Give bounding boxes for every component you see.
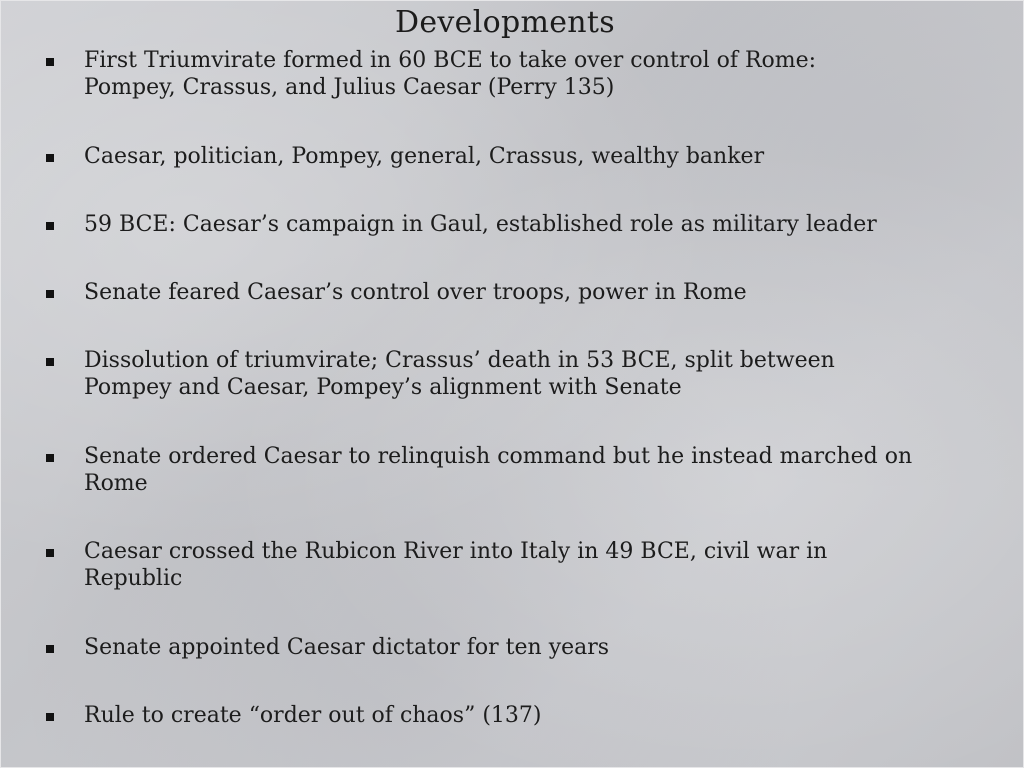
bullet-text bbox=[84, 347, 984, 401]
bullet-text bbox=[84, 702, 984, 729]
bullet-text bbox=[84, 634, 984, 661]
bullet-marker-icon bbox=[46, 549, 54, 557]
bullet-line: Caesar, politician, Pompey, general, Crassus, wealthy banker bbox=[84, 144, 765, 169]
bullet-line: Senate ordered Caesar to relinquish command but he instead marched on bbox=[84, 444, 913, 469]
bullet-line: First Triumvirate formed in 60 BCE to take over control of Rome: bbox=[84, 48, 817, 73]
bullet-marker-icon bbox=[46, 454, 54, 462]
bullet-line: Republic bbox=[84, 566, 183, 591]
bullet-text bbox=[84, 211, 984, 238]
bullet-line: Dissolution of triumvirate; Crassus’ death in 53 BCE, split between bbox=[84, 348, 835, 373]
bullet-text bbox=[84, 538, 984, 592]
slide-title: Developments bbox=[395, 5, 615, 40]
bullet-line: Senate feared Caesar’s control over troops, power in Rome bbox=[84, 280, 747, 305]
bullet-marker-icon bbox=[46, 358, 54, 366]
bullet-line: Pompey and Caesar, Pompey’s alignment with Senate bbox=[84, 375, 682, 400]
bullet-line: 59 BCE: Caesar’s campaign in Gaul, established role as military leader bbox=[84, 212, 877, 237]
bullet-line: Caesar crossed the Rubicon River into Italy in 49 BCE, civil war in bbox=[84, 539, 828, 564]
bullet-marker-icon bbox=[46, 222, 54, 230]
bullet-marker-icon bbox=[46, 290, 54, 298]
bullet-marker-icon bbox=[46, 713, 54, 721]
bullet-line: Pompey, Crassus, and Julius Caesar (Perry 135) bbox=[84, 75, 615, 100]
bullet-text bbox=[84, 443, 984, 497]
bullet-marker-icon bbox=[46, 645, 54, 653]
bullet-text bbox=[84, 279, 984, 306]
bullet-line: Rome bbox=[84, 471, 148, 496]
bullet-marker-icon bbox=[46, 58, 54, 66]
bullet-marker-icon bbox=[46, 154, 54, 162]
bullet-line: Senate appointed Caesar dictator for ten years bbox=[84, 635, 610, 660]
bullet-text bbox=[84, 143, 984, 170]
bullet-text bbox=[84, 47, 984, 101]
bullet-line: Rule to create “order out of chaos” (137) bbox=[84, 703, 542, 728]
